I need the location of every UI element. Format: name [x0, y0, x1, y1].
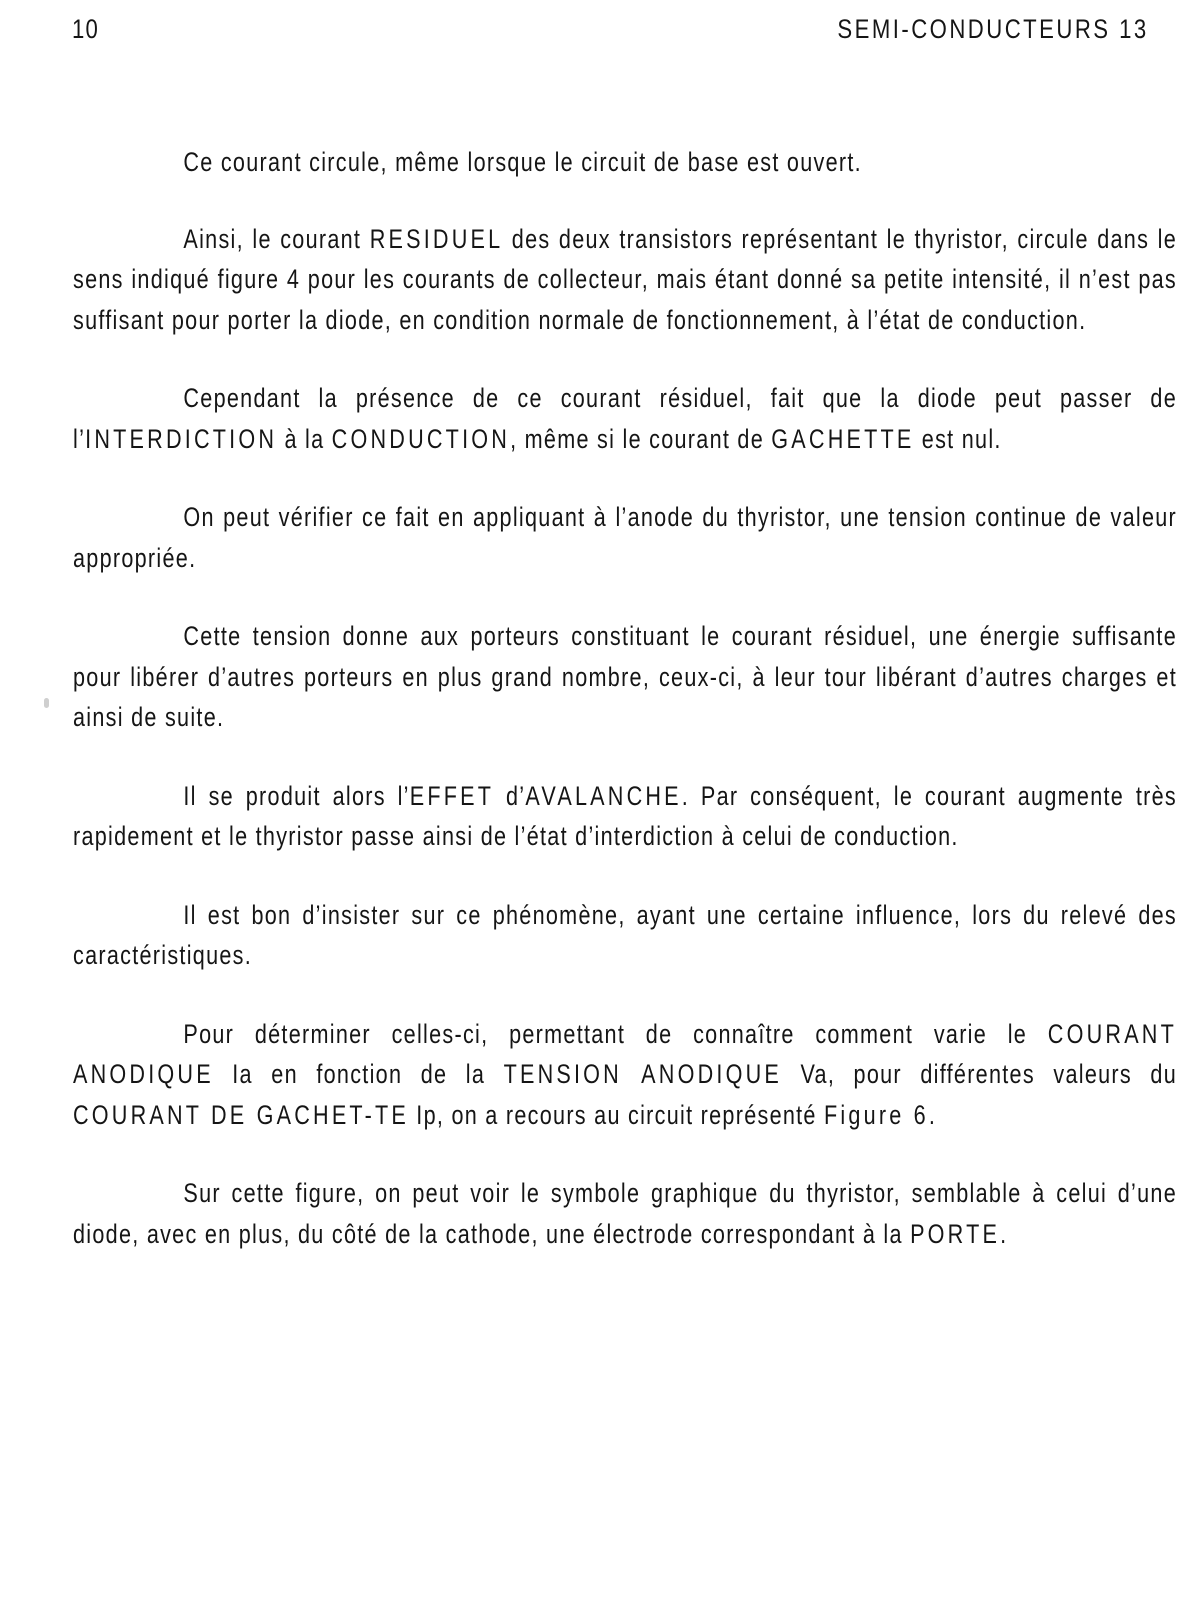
paragraph: [73, 895, 1177, 976]
text-run: à la: [277, 423, 332, 454]
emphasis-caps: GACHETTE: [771, 423, 915, 454]
text-run: Cependant la présence de ce courant résiduel, fait que la diode peut passer de l’: [73, 383, 1177, 454]
text-run: Ce courant circule, même lorsque le circuit de base est ouvert.: [183, 147, 862, 177]
text-run: .: [928, 1099, 937, 1130]
text-run: , même si le courant de: [510, 423, 772, 454]
emphasis-caps: RESIDUEL: [369, 223, 504, 254]
text-run: Ia en fonction de la: [213, 1059, 504, 1089]
emphasis-caps: PORTE: [910, 1218, 1001, 1249]
text-run: Ainsi, le courant: [183, 223, 370, 254]
emphasis-caps: TENSION ANODIQUE: [503, 1059, 782, 1089]
text-run: Sur cette figure, on peut voir le symbole graphique du thyristor, semblable à celui d’une diode, avec en plus, du côté de la cathode, une électrode correspondant à la: [73, 1178, 1177, 1249]
paragraph: [73, 1173, 1177, 1254]
emphasis-caps: INTERDICTION: [85, 423, 278, 454]
paragraph: [73, 142, 1177, 183]
paragraph: [73, 616, 1177, 738]
text-run: est nul.: [914, 423, 1002, 454]
paragraph: [73, 497, 1177, 578]
text-run: Pour déterminer celles-ci, permettant de connaître comment varie le: [183, 1018, 1048, 1049]
emphasis-caps: CONDUCTION: [331, 423, 511, 454]
scan-speck: [44, 698, 49, 708]
paragraph: [73, 378, 1177, 459]
text-run: Il se produit alors l’: [183, 780, 410, 811]
paragraph: [73, 776, 1177, 857]
emphasis-caps: COURANT ANODIQUE: [73, 1018, 1177, 1089]
emphasis-caps: Figure 6: [824, 1099, 929, 1130]
emphasis-caps: COURANT DE GACHET-TE: [73, 1099, 410, 1130]
text-run: Cette tension donne aux porteurs constituant le courant résiduel, une énergie suffisante pour libérer d’autres porteurs en plus grand nombre, ceux-ci, à leur tour libérant d’autres charges et ainsi de suite.: [73, 621, 1177, 732]
page-header: [72, 14, 1149, 54]
text-run: .: [1000, 1218, 1008, 1249]
text-run: des deux transistors représentant le thyristor, circule dans le sens indiqué figure 4 pour les courants de collecteur, mais étant donné sa petite intensité, il n’est pas suffisant pour porter la diode, en condition normale de fonctionnement, à l’état de conduction.: [73, 223, 1178, 335]
body-text: [73, 142, 1177, 1292]
text-run: Ip, on a recours au circuit représenté: [409, 1099, 825, 1130]
running-title: SEMI-CONDUCTEURS 13: [837, 14, 1149, 44]
text-run: d’: [494, 780, 526, 811]
paragraph: [73, 219, 1177, 341]
text-run: . Par conséquent, le courant augmente très rapidement et le thyristor passe ainsi de l’état d’interdiction à celui de conduction.: [73, 780, 1177, 851]
text-run: Il est bon d’insister sur ce phénomène, ayant une certaine influence, lors du relevé des caractéristiques.: [73, 899, 1177, 970]
text-run: Va, pour différentes valeurs du: [781, 1059, 1177, 1089]
paragraph: [73, 1014, 1177, 1136]
emphasis-caps: AVALANCHE: [525, 780, 682, 811]
text-run: On peut vérifier ce fait en appliquant à l’anode du thyristor, une tension continue de valeur appropriée.: [73, 502, 1177, 573]
emphasis-caps: EFFET: [409, 780, 495, 811]
page-number: 10: [72, 14, 100, 44]
